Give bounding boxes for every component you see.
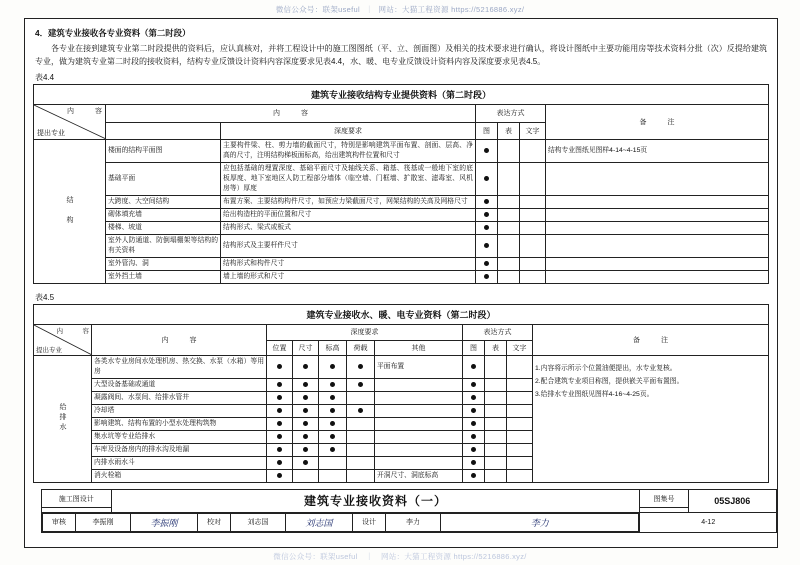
filled-dot-icon (303, 421, 308, 426)
table45-dot-position (267, 431, 293, 444)
table45-remark-1: 1.内容将示所示个位置油便提出，水专业复核。 (535, 365, 677, 372)
table45-dot-elevation (319, 444, 347, 457)
table45-other (375, 444, 463, 457)
review-name: 李振刚 (76, 513, 131, 531)
table45-item: 大型设备基础或通道 (92, 379, 267, 392)
table45-dot-load (347, 356, 375, 379)
table45-dot-biao (485, 405, 507, 418)
filled-dot-icon (330, 421, 335, 426)
table45-depth-position: 位置 (267, 340, 293, 356)
table44-depth: 结构形式、梁式或板式 (221, 222, 476, 235)
table45-express-biao: 表 (485, 340, 507, 356)
table45-other (375, 392, 463, 405)
filled-dot-icon (484, 225, 489, 230)
table44-item: 楼梯、坡道 (106, 222, 221, 235)
table44-dot-tu (476, 163, 498, 196)
table44-dot-wenzi (520, 271, 546, 284)
table45-dot-size (293, 470, 319, 483)
table45-discipline-label: 给排水 (59, 403, 66, 433)
page-frame (24, 18, 778, 548)
table44-title-row (34, 85, 769, 105)
table45-header-row-1 (34, 325, 769, 341)
table45-dot-biao (485, 418, 507, 431)
filled-dot-icon (471, 408, 476, 413)
filled-dot-icon (277, 460, 282, 465)
table45-dot-biao (485, 431, 507, 444)
table45-dot-wenzi (507, 379, 533, 392)
table45-depth-elevation: 标高 (319, 340, 347, 356)
table44-dot-wenzi (520, 235, 546, 258)
table45-other: 开洞尺寸、洞底标高 (375, 470, 463, 483)
table44-remark (546, 222, 769, 235)
table45-dot-wenzi (507, 470, 533, 483)
table45-dot-tu (463, 470, 485, 483)
table45-express-wenzi: 文字 (507, 340, 533, 356)
table45-dot-biao (485, 457, 507, 470)
table44-remark-header: 备 注 (546, 105, 769, 140)
table44-dot-wenzi (520, 258, 546, 271)
table44-content-col-header: 内 容 (106, 105, 476, 123)
table45-item: 凝露阀间、水泵间、给排水管井 (92, 392, 267, 405)
table45-item: 影响建筑、结构布置的小型水处理构筑物 (92, 418, 267, 431)
filled-dot-icon (277, 447, 282, 452)
filled-dot-icon (303, 447, 308, 452)
table45-dot-biao (485, 470, 507, 483)
table45-dot-wenzi (507, 431, 533, 444)
filled-dot-icon (484, 199, 489, 204)
table-row (34, 235, 769, 258)
table44-dot-tu (476, 140, 498, 163)
filled-dot-icon (471, 382, 476, 387)
table45-dot-tu (463, 392, 485, 405)
filled-dot-icon (330, 395, 335, 400)
table44-depth: 主要构件梁、柱、剪力墙的截面尺寸，特别是影响建筑平面布置、剖面、层高、净高的尺寸，注明结构梯板面标高，给出建筑构件位置和尺寸 (221, 140, 476, 163)
table45-dot-wenzi (507, 356, 533, 379)
filled-dot-icon (484, 176, 489, 181)
table44-dot-wenzi (520, 163, 546, 196)
table45-dot-tu (463, 379, 485, 392)
table45-dot-size (293, 457, 319, 470)
table45-content-header: 内 容 (56, 328, 89, 335)
table44-dot-biao (498, 235, 520, 258)
table45-dot-elevation (319, 457, 347, 470)
table45-dot-size (293, 379, 319, 392)
table45-dot-elevation (319, 470, 347, 483)
table44-dot-biao (498, 209, 520, 222)
table45-dot-tu (463, 356, 485, 379)
table44-remark (546, 196, 769, 209)
filled-dot-icon (471, 447, 476, 452)
design-signature: 李力 (441, 513, 639, 531)
table44-dot-biao (498, 163, 520, 196)
table44-corner-cell (34, 105, 106, 140)
table45-dot-wenzi (507, 457, 533, 470)
table45-dot-position (267, 379, 293, 392)
table45-other (375, 457, 463, 470)
table45 (33, 304, 769, 483)
table45-express-header: 表达方式 (463, 325, 533, 341)
table45-dot-size (293, 405, 319, 418)
table-row (34, 196, 769, 209)
watermark-bottom: 微信公众号：联架useful ｜ 网站：大猫工程资源 https://5216886.xyz/ (273, 552, 527, 561)
table44-item: 室外管沟、洞 (106, 258, 221, 271)
table44-discipline-cell (34, 140, 106, 284)
table44-item: 基础平面 (106, 163, 221, 196)
table45-dot-position (267, 418, 293, 431)
table44-express-header: 表达方式 (476, 105, 546, 123)
table45-other (375, 431, 463, 444)
table44-depth: 布置方案、主要结构构件尺寸，如预应力梁截面尺寸，网架结构的关高及网格尺寸 (221, 196, 476, 209)
filled-dot-icon (303, 364, 308, 369)
table-row (34, 356, 769, 379)
table44-dot-tu (476, 209, 498, 222)
page-number: 4-12 (640, 512, 777, 532)
filled-dot-icon (484, 243, 489, 248)
table44-remark (546, 209, 769, 222)
table44-dot-wenzi (520, 222, 546, 235)
filled-dot-icon (303, 434, 308, 439)
table44-express-wenzi: 文字 (520, 122, 546, 140)
stage-label: 施工图设计 (42, 490, 112, 508)
table45-dot-position (267, 392, 293, 405)
table45-dot-biao (485, 356, 507, 379)
table45-other (375, 405, 463, 418)
table44-depth: 结构形式及主要杆件尺寸 (221, 235, 476, 258)
check-name: 刘志国 (231, 513, 286, 531)
table45-depth-load: 荷载 (347, 340, 375, 356)
table45-discipline-cell (34, 356, 92, 483)
table45-dot-position (267, 457, 293, 470)
table44-header-row-1 (34, 105, 769, 123)
table45-dot-elevation (319, 431, 347, 444)
table44-dot-wenzi (520, 196, 546, 209)
table45-dot-position (267, 356, 293, 379)
filled-dot-icon (277, 382, 282, 387)
table44-dot-biao (498, 271, 520, 284)
table45-content-col-header: 内 容 (92, 325, 267, 356)
filled-dot-icon (303, 408, 308, 413)
table44-dot-tu (476, 196, 498, 209)
table-row (34, 271, 769, 284)
table45-depth-other: 其他 (375, 340, 463, 356)
table45-dot-size (293, 356, 319, 379)
table45-dot-elevation (319, 379, 347, 392)
table-row (34, 163, 769, 196)
table44-dot-wenzi (520, 209, 546, 222)
doc-title: 建筑专业接收资料（一） (111, 490, 640, 513)
filled-dot-icon (471, 473, 476, 478)
table45-dot-tu (463, 444, 485, 457)
table45-dot-load (347, 405, 375, 418)
table45-title: 建筑专业接收水、暖、电专业资料（第二时段） (34, 305, 769, 325)
table45-depth-header: 深度要求 (267, 325, 463, 341)
table44-depth: 应包括基础的埋置深度、基础平面尺寸及轴线关系、箱基、筏基或一般地下室的底板厚度、地下室地区人防工程部分墙体（临空墙、门框墙、扩散室、滤毒室、风机房等）厚度 (221, 163, 476, 196)
review-label: 审核 (43, 513, 76, 531)
table44-depth-header: 深度要求 (221, 122, 476, 140)
table44-dot-tu (476, 271, 498, 284)
table44-express-tu: 图 (476, 122, 498, 140)
table44-dot-biao (498, 196, 520, 209)
filled-dot-icon (358, 408, 363, 413)
table45-dot-size (293, 431, 319, 444)
table44-remark (546, 235, 769, 258)
table44-depth: 给出构造柱的平面位置和尺寸 (221, 209, 476, 222)
watermark-top (0, 4, 800, 15)
table45-dot-tu (463, 457, 485, 470)
title-block-table (41, 489, 777, 533)
filled-dot-icon (471, 395, 476, 400)
table44-item: 大跨度、大空间结构 (106, 196, 221, 209)
table45-dot-elevation (319, 392, 347, 405)
title-block (41, 489, 777, 533)
table44-dot-biao (498, 140, 520, 163)
filled-dot-icon (277, 395, 282, 400)
table45-remark-3: 3.给排水专业图纸见图样4-16~4-25页。 (535, 391, 654, 398)
table-row (34, 209, 769, 222)
filled-dot-icon (277, 421, 282, 426)
table45-item: 消火栓箱 (92, 470, 267, 483)
table45-dot-wenzi (507, 392, 533, 405)
table44-dot-tu (476, 222, 498, 235)
section-paragraph: 各专业在接到建筑专业第二时段提供的资料后，应认真核对，并将工程设计中的施工图图纸（平、立、剖面图）及相关的技术要求进行确认，将设计图纸中主要功能用房等技术资料分批（次）反提给建筑专业，做为建筑专业第二时段的接收资料，结构专业反馈设计资料内容深度要求见表4.4，水、暖、电专业反馈设计资料内容及深度要求见表4.5。 (35, 44, 767, 66)
table45-item: 冷却塔 (92, 405, 267, 418)
filled-dot-icon (471, 434, 476, 439)
table44-discipline-label: 结 构 (66, 195, 73, 226)
filled-dot-icon (330, 434, 335, 439)
watermark-top-part-2: 网站：大猫工程资源 https://5216886.xyz/ (378, 5, 525, 14)
table45-dot-position (267, 444, 293, 457)
table45-item: 内排水雨水斗 (92, 457, 267, 470)
table44-dot-tu (476, 258, 498, 271)
table45-dot-tu (463, 431, 485, 444)
filled-dot-icon (277, 434, 282, 439)
table45-dot-position (267, 470, 293, 483)
table44-discipline-header: 提出专业 (37, 130, 65, 137)
table45-dot-size (293, 418, 319, 431)
filled-dot-icon (330, 382, 335, 387)
filled-dot-icon (358, 382, 363, 387)
table45-item: 各类水专业房间水处理机房、热交换、水泵（水箱）等用房 (92, 356, 267, 379)
table45-dot-elevation (319, 356, 347, 379)
filled-dot-icon (303, 382, 308, 387)
filled-dot-icon (277, 364, 282, 369)
table-row (34, 258, 769, 271)
table45-dot-load (347, 470, 375, 483)
table45-item: 集水坑等专业给排水 (92, 431, 267, 444)
table45-dot-wenzi (507, 405, 533, 418)
table45-dot-biao (485, 444, 507, 457)
table45-dot-wenzi (507, 444, 533, 457)
table45-dot-load (347, 457, 375, 470)
table45-dot-biao (485, 379, 507, 392)
filled-dot-icon (484, 148, 489, 153)
design-name: 李力 (386, 513, 441, 531)
table45-dot-load (347, 431, 375, 444)
table45-remark-header: 备 注 (533, 325, 769, 356)
table45-dot-biao (485, 392, 507, 405)
table45-dot-size (293, 392, 319, 405)
table45-dot-load (347, 418, 375, 431)
table45-dot-load (347, 379, 375, 392)
filled-dot-icon (471, 460, 476, 465)
table44-express-biao: 表 (498, 122, 520, 140)
table45-caption: 表4.5 (35, 293, 55, 302)
code-label: 图集号 (640, 490, 688, 508)
watermark-sep: ｜ (365, 5, 374, 14)
filled-dot-icon (471, 364, 476, 369)
filled-dot-icon (330, 447, 335, 452)
table44-remark (546, 163, 769, 196)
filled-dot-icon (484, 274, 489, 279)
table45-dot-wenzi (507, 418, 533, 431)
table44-depth: 结构形式和构件尺寸 (221, 258, 476, 271)
table45-dot-size (293, 444, 319, 457)
filled-dot-icon (330, 408, 335, 413)
table45-dot-position (267, 405, 293, 418)
design-label: 设计 (353, 513, 386, 531)
table45-other (375, 418, 463, 431)
table44-dot-biao (498, 222, 520, 235)
table45-dot-elevation (319, 405, 347, 418)
table44-remark (546, 258, 769, 271)
check-signature: 刘志国 (286, 513, 353, 531)
filled-dot-icon (484, 212, 489, 217)
table45-remark-2: 2.配合建筑专业项目称图，提供嵌关平面布置图。 (535, 378, 684, 385)
table45-dot-tu (463, 405, 485, 418)
table45-other (375, 379, 463, 392)
table45-other: 平面布置 (375, 356, 463, 379)
title-block-row-1 (42, 490, 777, 508)
table45-dot-tu (463, 418, 485, 431)
table45-express-tu: 图 (463, 340, 485, 356)
table-row (34, 140, 769, 163)
filled-dot-icon (303, 460, 308, 465)
table45-item: 车库及设备房内的排水沟及地漏 (92, 444, 267, 457)
filled-dot-icon (330, 364, 335, 369)
filled-dot-icon (277, 473, 282, 478)
table44-caption: 表4.4 (35, 73, 55, 82)
table45-dot-elevation (319, 418, 347, 431)
table44-content-header: 内 容 (67, 108, 102, 115)
table44-dot-biao (498, 258, 520, 271)
watermark-top-part-1: 微信公众号：联架useful (275, 5, 360, 14)
table-row (34, 222, 769, 235)
check-label: 校对 (198, 513, 231, 531)
table44-item: 室外人防通道、防倒塌棚架等结构的有关资料 (106, 235, 221, 258)
table45-depth-size: 尺寸 (293, 340, 319, 356)
table44-item: 楼面的结构平面图 (106, 140, 221, 163)
table44-subheader-content (106, 122, 221, 140)
table44-title: 建筑专业接收结构专业提供资料（第二时段） (34, 85, 769, 105)
table44-remark: 结构专业图纸见图样4-14~4-15页 (546, 140, 769, 163)
title-block-row-3 (42, 512, 777, 532)
signature-group (42, 512, 640, 532)
table44-depth: 墙上墙的形式和尺寸 (221, 271, 476, 284)
filled-dot-icon (471, 421, 476, 426)
table45-corner-cell (34, 325, 92, 356)
table45-dot-load (347, 444, 375, 457)
filled-dot-icon (277, 408, 282, 413)
table44-item: 砌体填充墙 (106, 209, 221, 222)
table45-title-row (34, 305, 769, 325)
table44-item: 室外挡土墙 (106, 271, 221, 284)
filled-dot-icon (303, 395, 308, 400)
filled-dot-icon (358, 364, 363, 369)
table45-remarks-cell (533, 356, 769, 483)
table44-remark (546, 271, 769, 284)
atlas-code: 05SJ806 (688, 490, 776, 513)
table44-dot-wenzi (520, 140, 546, 163)
page-content (33, 25, 769, 539)
review-signature: 李振刚 (131, 513, 198, 531)
filled-dot-icon (484, 261, 489, 266)
section-title: 4．建筑专业接收各专业资料（第二时段） (35, 28, 191, 38)
table45-dot-load (347, 392, 375, 405)
table45-discipline-header: 提出专业 (36, 347, 62, 354)
table44-dot-tu (476, 235, 498, 258)
table44 (33, 84, 769, 284)
